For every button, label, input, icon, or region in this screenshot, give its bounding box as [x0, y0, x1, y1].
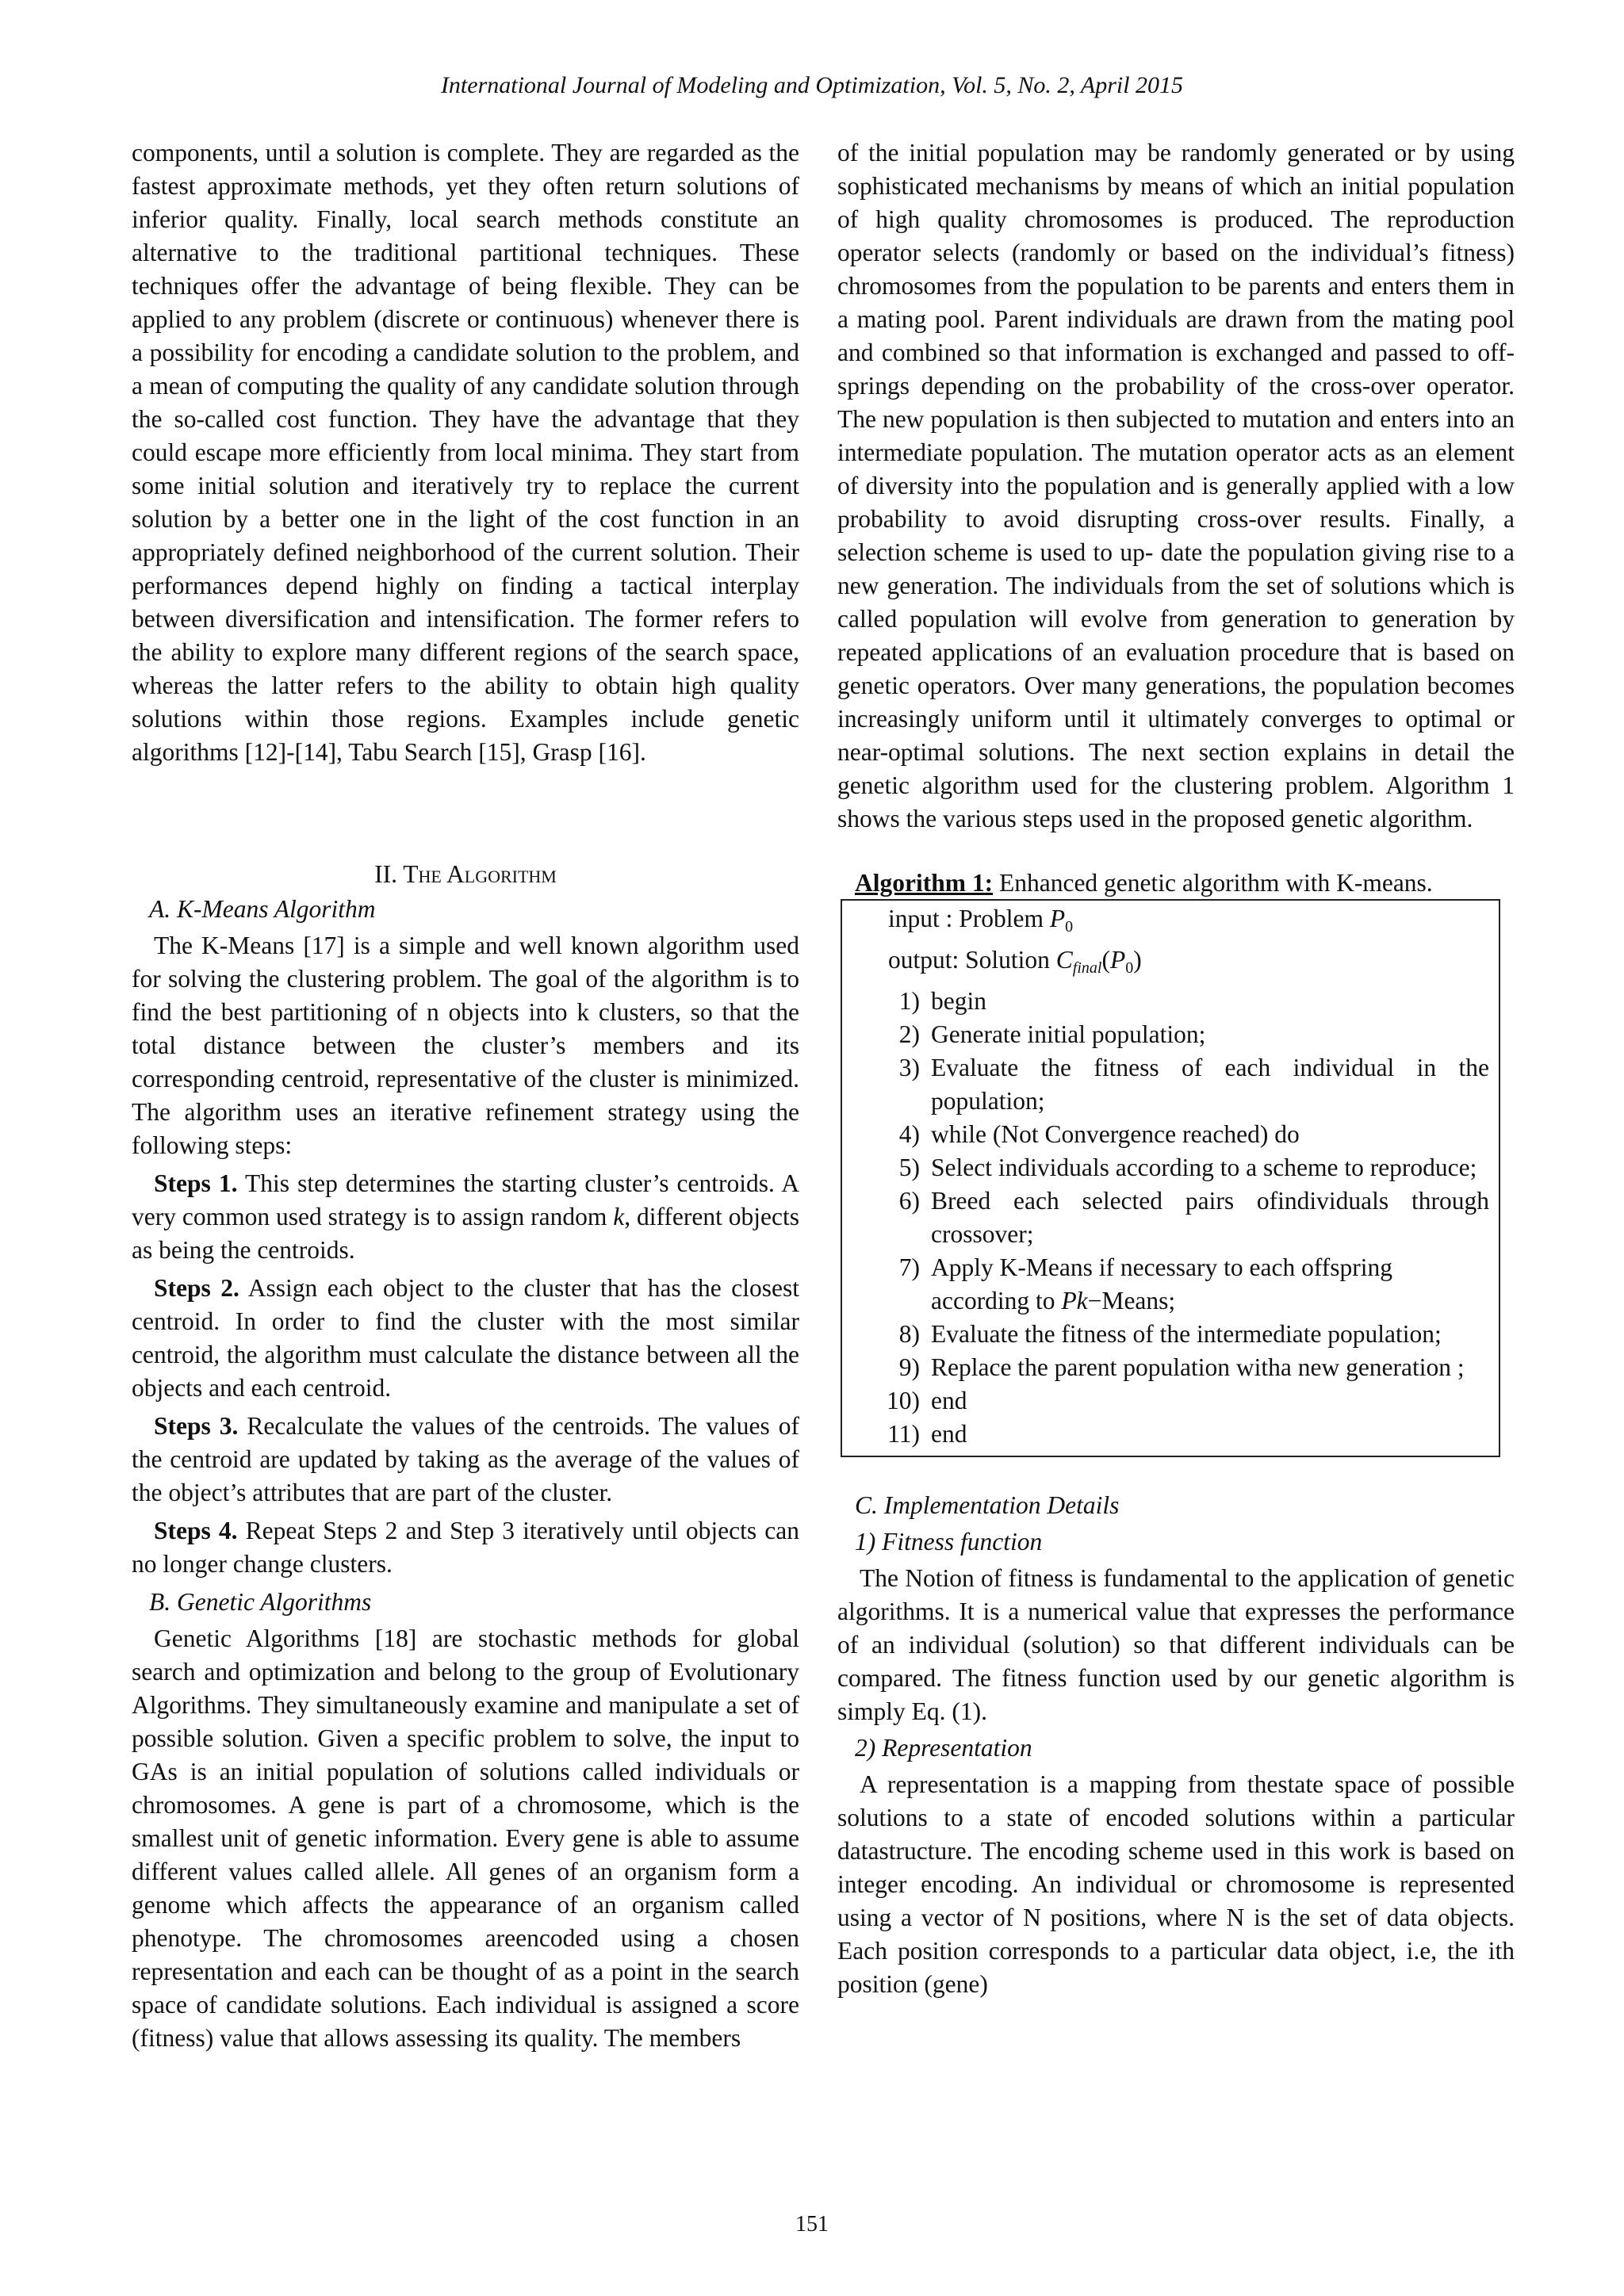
step-text: Select individuals according to a scheme to reproduce;: [931, 1154, 1477, 1181]
algorithm-caption: [855, 867, 1515, 899]
algorithm-step: [842, 1118, 1489, 1151]
step-text: Evaluate the fitness of the intermediate population;: [931, 1320, 1442, 1348]
algorithm-step: [842, 1151, 1489, 1184]
representation-paragraph: A representation is a mapping from thestate space of possible solutions to a state of encoded solutions within a particular datastructure. The encoding scheme used in this work is based on integer encoding. An individual or chromosome is represented using a vector of N positions, where N is the set of data objects. Each position corresponds to a particular data object, i.e, the ith position (gene): [837, 1770, 1515, 1998]
step-number: 10): [887, 1387, 920, 1414]
algorithm-caption-label: Algorithm 1:: [855, 869, 994, 897]
kmeans-intro-paragraph: The K-Means [17] is a simple and well known algorithm used for solving the clustering problem. The goal of the algorithm is to find the best partitioning of n objects into k clusters, so that the total distance between the cluster’s members and its corresponding centroid, representative of the cluster is minimized. The algorithm uses an iterative refinement strategy using the following steps:: [132, 932, 799, 1159]
step-number: 3): [898, 1054, 920, 1081]
step-text: end: [931, 1387, 967, 1414]
step-1-label: Steps 1.: [154, 1169, 238, 1197]
kmeans-step-3: [132, 1410, 799, 1510]
subsection-ga-heading: B. Genetic Algorithms: [149, 1588, 372, 1616]
step-number: 1): [898, 987, 920, 1015]
step-number: 6): [898, 1187, 920, 1215]
step-text: Breed each selected pairs ofindividuals through crossover;: [931, 1187, 1489, 1248]
algo-output-C: C: [1055, 946, 1073, 974]
section-title: II. The Algorithm: [374, 860, 557, 888]
step-3-label: Steps 3.: [154, 1412, 239, 1440]
step-7-italic: Pk: [1061, 1287, 1088, 1314]
algorithm-input-line: [842, 902, 1489, 943]
intro-paragraph: components, until a solution is complete. They are regarded as the fastest approximate methods, yet they often return solutions of inferior quality. Finally, local search methods constitute an alternative to the traditional partitional techniques. These techniques offer the advantage of being flexible. They can be applied to any problem (discrete or continuous) whenever there is a possibility for encoding a candidate solution to the problem, and a mean of computing the quality of any candidate solution through the so-called cost function. They have the advantage that they could escape more efficiently from local minima. They start from some initial solution and iteratively try to replace the current solution by a better one in the light of the cost function in an appropriately defined neighborhood of the current solution. Their performances depend highly on finding a tactical interplay between diversification and intensification. The former refers to the ability to explore many different regions of the search space, whereas the latter refers to the ability to obtain high quality solutions within those regions. Examples include genetic algorithms [12]-[14], Tabu Search [15], Grasp [16].: [132, 139, 799, 766]
subsection-kmeans-heading: A. K-Means Algorithm: [149, 895, 376, 923]
journal-header: International Journal of Modeling and Optimization, Vol. 5, No. 2, April 2015: [440, 72, 1184, 98]
algorithm-step: [842, 1351, 1489, 1384]
step-4-text: Repeat Steps 2 and Step 3 iteratively until objects can no longer change clusters.: [132, 1517, 799, 1578]
algorithm-caption-text: Enhanced genetic algorithm with K-means.: [993, 869, 1433, 897]
step-1-text-a: This step determines the starting cluster’s centroids. A very common used strategy is to assign random: [132, 1169, 799, 1230]
step-7-tail: −Means;: [1087, 1287, 1176, 1314]
ga-paragraph: Genetic Algorithms [18] are stochastic methods for global search and optimization and belong to the group of Evolutionary Algorithms. They simultaneously examine and manipulate a set of possible solution. Given a specific problem to solve, the input to GAs is an initial population of solutions called individuals or chromosomes. A gene is part of a chromosome, which is the smallest unit of genetic information. Every gene is able to assume different values called allele. All genes of an organism form a genome which affects the appearance of an organism called phenotype. The chromosomes areencoded using a chosen representation and each can be thought of as a point in the search space of candidate solutions. Each individual is assigned a score (fitness) value that allows assessing its quality. The members: [132, 1624, 799, 2052]
step-1-k: k: [613, 1203, 625, 1230]
step-number: 8): [898, 1320, 920, 1348]
step-4-label: Steps 4.: [154, 1517, 238, 1544]
kmeans-step-4: [132, 1514, 799, 1581]
algorithm-step: [842, 1251, 1489, 1318]
step-text: Generate initial population;: [931, 1020, 1206, 1048]
page-number: 151: [795, 2212, 829, 2237]
algorithm-step: [842, 1018, 1489, 1051]
step-number: 2): [898, 1020, 920, 1048]
step-number: 11): [887, 1420, 920, 1448]
step-text: begin: [931, 987, 986, 1015]
step-number: 7): [898, 1253, 920, 1281]
algo-output-P: P: [1109, 946, 1126, 974]
algo-input-label: input : Problem: [888, 905, 1050, 932]
step-text: [931, 1251, 1489, 1318]
step-1-text-b: , different objects as being the centroids.: [132, 1203, 799, 1264]
kmeans-step-1: [132, 1167, 799, 1267]
algo-output-label: output: Solution: [888, 946, 1056, 974]
algorithm-step: [842, 985, 1489, 1018]
step-2-label: Steps 2.: [154, 1274, 239, 1302]
step-number: 5): [898, 1154, 920, 1181]
algorithm-step: [842, 1418, 1489, 1451]
left-column: [132, 136, 799, 2055]
step-number: 9): [898, 1353, 920, 1381]
step-text: while (Not Convergence reached) do: [931, 1120, 1300, 1148]
algorithm-step: [842, 1318, 1489, 1351]
fitness-paragraph: The Notion of fitness is fundamental to the application of genetic algorithms. It is a numerical value that expresses the performance of an individual (solution) so that different individuals can be compared. The fitness function used by our genetic algorithm is simply Eq. (1).: [837, 1564, 1515, 1725]
right-column: [837, 136, 1515, 2001]
step-2-text: Assign each object to the cluster that has the closest centroid. In order to find the cluster with the most similar centroid, the algorithm must calculate the distance between all the objects and each centroid.: [132, 1274, 799, 1402]
step-7-text: Apply K-Means if necessary to each offspring according to: [931, 1253, 1392, 1314]
algorithm-step: [842, 1051, 1489, 1118]
step-text: Replace the parent population witha new generation ;: [931, 1353, 1465, 1381]
subsection-representation-heading: 2) Representation: [855, 1734, 1032, 1762]
step-text: end: [931, 1420, 967, 1448]
algorithm-step: [842, 1384, 1489, 1418]
algo-output-P-sub: 0: [1125, 959, 1134, 977]
subsection-fitness-heading: 1) Fitness function: [855, 1528, 1043, 1556]
algorithm-step: [842, 1184, 1489, 1251]
algorithm-box: [841, 899, 1500, 1457]
algo-output-close: ): [1133, 946, 1142, 974]
algo-output-open: (: [1101, 946, 1110, 974]
algo-input-P: P: [1049, 905, 1066, 932]
ga-continuation-paragraph: of the initial population may be randomly generated or by using sophisticated mechanisms by means of which an initial population of high quality chromosomes is produced. The reproduction operator selects (randomly or based on the individual’s fitness) chromosomes from the population to be parents and enters them in a mating pool. Parent individuals are drawn from the mating pool and combined so that information is exchanged and passed to off-springs depending on the probability of the cross-over operator. The new population is then subjected to mutation and enters into an intermediate population. The mutation operator acts as an element of diversity into the population and is generally applied with a low probability to avoid disrupting cross-over results. Finally, a selection scheme is used to up- date the population giving rise to a new generation. The individuals from the set of solutions which is called population will evolve from generation to generation by repeated applications of an evaluation procedure that is based on genetic operators. Over many generations, the population becomes increasingly uniform until it ultimately converges to optimal or near-optimal solutions. The next section explains in detail the genetic algorithm used for the clustering problem. Algorithm 1 shows the various steps used in the proposed genetic algorithm.: [837, 139, 1515, 832]
algorithm-output-line: [842, 943, 1489, 985]
algo-output-sub: final: [1072, 959, 1102, 977]
algo-input-sub: 0: [1065, 918, 1074, 936]
subsection-implementation-heading: C. Implementation Details: [855, 1491, 1120, 1519]
step-3-text: Recalculate the values of the centroids. The values of the centroid are updated by taking as the average of the values of the object’s attributes that are part of the cluster.: [132, 1412, 799, 1506]
kmeans-step-2: [132, 1272, 799, 1405]
step-text: Evaluate the fitness of each individual in the population;: [931, 1054, 1489, 1115]
step-number: 4): [898, 1120, 920, 1148]
